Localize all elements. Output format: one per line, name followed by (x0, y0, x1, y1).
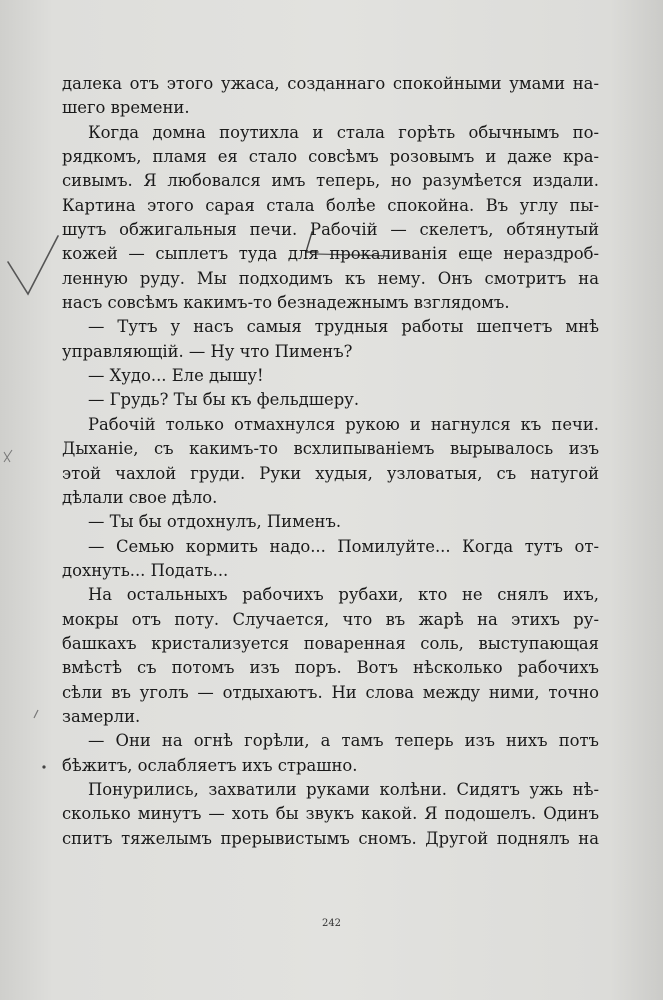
text-line: мокры отъ поту. Случается, что въ жарѣ на этихъ ру- (62, 609, 599, 629)
text-line: далека отъ этого ужаса, созданнаго спокойными умами на- (62, 74, 599, 93)
text-line: — Грудь? Ты бы къ фельдшеру. (88, 390, 360, 410)
text-line: — Худо... Еле дышу! (88, 366, 264, 386)
text-line: бѣжитъ, ослабляетъ ихъ страшно. (62, 755, 358, 775)
checkmark-pencil-mark (8, 236, 58, 294)
text-line: вмѣстѣ съ потомъ изъ поръ. Вотъ нѣсколько рабочихъ (62, 658, 599, 678)
text-line: дѣлали свое дѣло. (62, 487, 218, 507)
text-line: — Ты бы отдохнулъ, Пименъ. (88, 512, 342, 532)
dot-pencil-mark (42, 765, 45, 768)
text-line: сколько минутъ — хоть бы звукъ какой. Я подошелъ. Одинъ (62, 804, 599, 824)
page-number: 242 (321, 918, 342, 929)
text-line: кожей — сыплетъ туда для прокаливанія еще нераздроб- (62, 244, 599, 264)
body-text (62, 72, 599, 851)
text-line: этой чахлой груди. Руки худыя, узловатыя, съ натугой (62, 463, 599, 483)
text-line: сивымъ. Я любовался имъ теперь, но разумѣется издали. (62, 171, 599, 191)
text-line: сѣли въ уголъ — отдыхаютъ. Ни слова между ними, точно (62, 682, 599, 702)
text-line: управляющій. — Ну что Пименъ? (62, 341, 353, 361)
text-line: башкахъ кристализуется поваренная соль, выступающая (62, 633, 599, 653)
text-line: рядкомъ, пламя ея стало совсѣмъ розовымъ и даже кра- (62, 147, 599, 167)
text-line: Когда домна поутихла и стала горѣть обычнымъ по- (88, 122, 599, 142)
text-line: — Семью кормить надо... Помилуйте... Когда тутъ от- (88, 536, 599, 556)
text-line: дохнуть... Подать... (62, 560, 229, 580)
text-line: — Тутъ у насъ самыя трудныя работы шепчетъ мнѣ (88, 317, 599, 337)
text-line: шего времени. (62, 98, 190, 118)
text-line: ленную руду. Мы подходимъ къ нему. Онъ смотритъ на (62, 268, 599, 288)
tick-pencil-mark (34, 710, 38, 718)
text-line: На остальныхъ рабочихъ рубахи, кто не снялъ ихъ, (88, 585, 599, 605)
text-line: Понурились, захватили руками колѣни. Сидятъ ужь нѣ- (88, 779, 599, 799)
text-line: замерли. (62, 706, 141, 726)
text-line: Дыханіе, съ какимъ-то всхлипываніемъ вырывалось изъ (62, 439, 599, 459)
text-line: спитъ тяжелымъ прерывистымъ сномъ. Другой поднялъ на (62, 828, 599, 848)
text-line: шутъ обжигальныя печи. Рабочій — скелетъ, обтянутый (62, 220, 599, 240)
text-line: — Они на огнѣ горѣли, а тамъ теперь изъ нихъ потъ (88, 731, 599, 751)
text-line: Рабочій только отмахнулся рукою и нагнулся къ печи. (88, 414, 599, 434)
text-line: насъ совсѣмъ какимъ-то безнадежнымъ взглядомъ. (62, 293, 510, 313)
text-line: Картина этого сарая стала болѣе спокойна. Въ углу пы- (62, 195, 599, 215)
cross-pencil-mark (4, 450, 12, 462)
